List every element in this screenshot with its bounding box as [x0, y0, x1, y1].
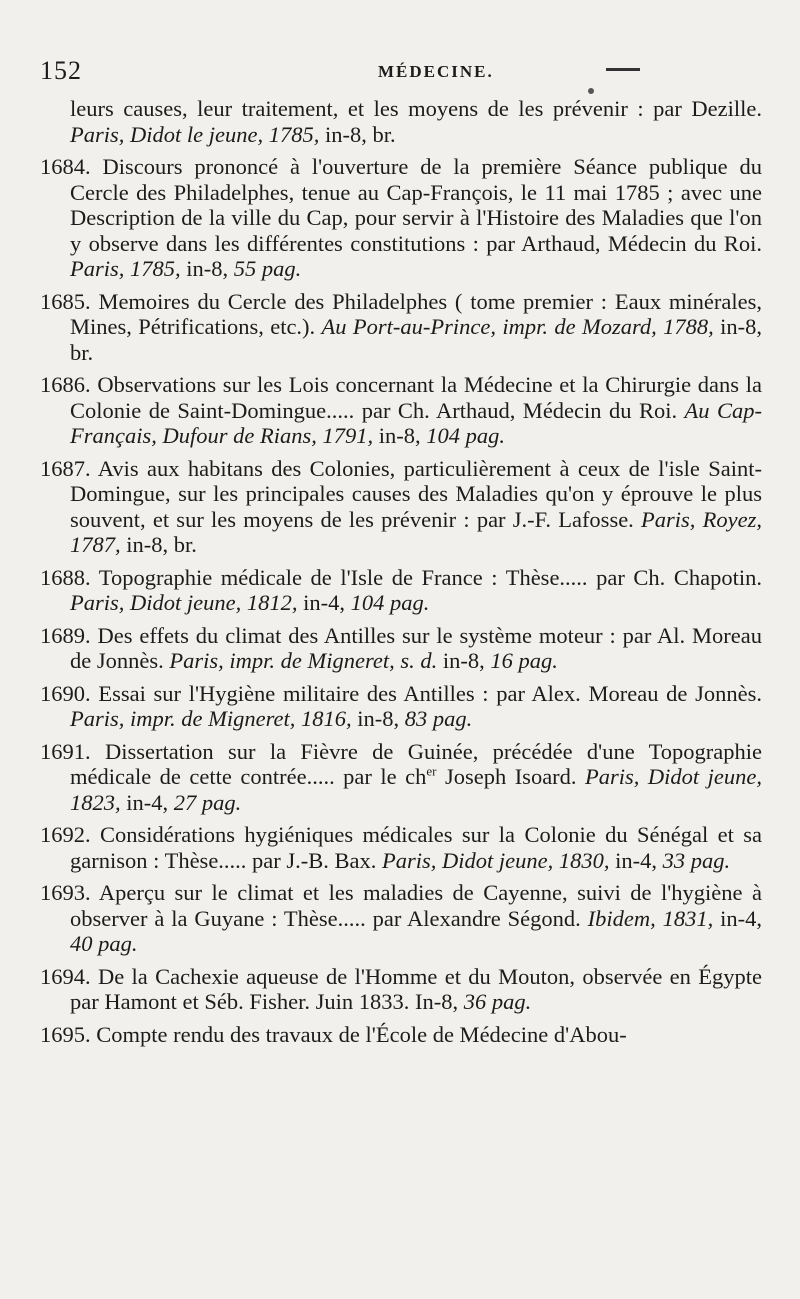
entry-1695: 1695. Compte rendu des travaux de l'École de Médecine d'Abou-	[40, 1021, 627, 1047]
entry-continuation: leurs causes, leur traitement, et les moyens de les prévenir : par Dezille. Paris, Didot le jeune, 1785, in-8, br.	[70, 96, 762, 147]
entry-1693: 1693. Aperçu sur le climat et les maladies de Cayenne, suivi de l'hygiène à observer à la Guyane : Thèse..... par Alexandre Ségond. Ibidem, 1831, in-4, 40 pag.	[40, 880, 763, 956]
page-header	[40, 52, 760, 92]
entry-number: 1695.	[40, 1021, 91, 1047]
entry-number: 1692.	[40, 822, 91, 847]
bibliography-entries	[40, 96, 762, 1054]
page-number: 152	[40, 56, 82, 85]
entry-number: 1684.	[40, 154, 91, 179]
entry-number: 1689.	[40, 622, 91, 648]
entry-1692: 1692. Considérations hygiéniques médicales sur la Colonie du Sénégal et sa garnison : Thèse..... par J.-B. Bax. Paris, Didot jeune, 1830, in-4, 33 pag.	[40, 822, 762, 873]
entry-number: 1691.	[40, 738, 91, 764]
entry-1685: 1685. Memoires du Cercle des Philadelphes ( tome premier : Eaux minérales, Mines, Pétrifications, etc.). Au Port-au-Prince, impr. de Mozard, 1788, in-8, br.	[40, 288, 763, 365]
entry-number: 1694.	[40, 963, 91, 989]
ink-dot	[588, 88, 594, 94]
entry-1694: 1694. De la Cachexie aqueuse de l'Homme et du Mouton, observée en Égypte par Hamont et Séb. Fisher. Juin 1833. In-8, 36 pag.	[40, 963, 762, 1014]
entry-number: 1686.	[40, 372, 91, 397]
entry-1688: 1688. Topographie médicale de l'Isle de France : Thèse..... par Ch. Chapotin. Paris, Didot jeune, 1812, in-4, 104 pag.	[40, 564, 762, 615]
entry-1686: 1686. Observations sur les Lois concernant la Médecine et la Chirurgie dans la Colonie de Saint-Domingue..... par Ch. Arthaud, Médecin du Roi. Au Cap-Français, Dufour de Rians, 1791, in-8, 104 pag.	[40, 372, 762, 448]
entry-1690: 1690. Essai sur l'Hygiène militaire des Antilles : par Alex. Moreau de Jonnès. Paris, impr. de Migneret, 1816, in-8, 83 pag.	[40, 680, 762, 731]
entry-1691: 1691. Dissertation sur la Fièvre de Guinée, précédée d'une Topographie médicale de cette contrée..... par le $ch^{er}$ Joseph Isoard. Paris, Didot jeune, 1823, in-4, 27 pag.	[40, 738, 763, 815]
entry-number: 1685.	[40, 288, 91, 314]
entry-number: 1690.	[40, 680, 91, 706]
running-head: MÉDECINE.	[378, 62, 494, 81]
entry-1689: 1689. Des effets du climat des Antilles sur le système moteur : par Al. Moreau de Jonnès. Paris, impr. de Migneret, s. d. in-8, 16 pag.	[40, 622, 762, 673]
entry-number: 1688.	[40, 564, 91, 590]
entry-1687: 1687. Avis aux habitans des Colonies, particulièrement à ceux de l'isle Saint-Domingue, sur les principales causes des Maladies qu'on y éprouve le plus souvent, et sur les moyens de les prévenir : par J.-F. Lafosse. Paris, Royez, 1787, in-8, br.	[40, 455, 763, 557]
entry-1684: 1684. Discours prononcé à l'ouverture de la première Séance publique du Cercle des Philadelphes, tenue au Cap-François, le 11 mai 1785 ; avec une Description de la ville du Cap, pour servir à l'Histoire des Maladies que l'on y observe dans les différentes constitutions : par Arthaud, Médecin du Roi. Paris, 1785, in-8, 55 pag.	[40, 154, 762, 281]
ink-mark	[606, 68, 640, 71]
entry-number: 1693.	[40, 880, 91, 905]
entry-number: 1687.	[40, 455, 91, 481]
